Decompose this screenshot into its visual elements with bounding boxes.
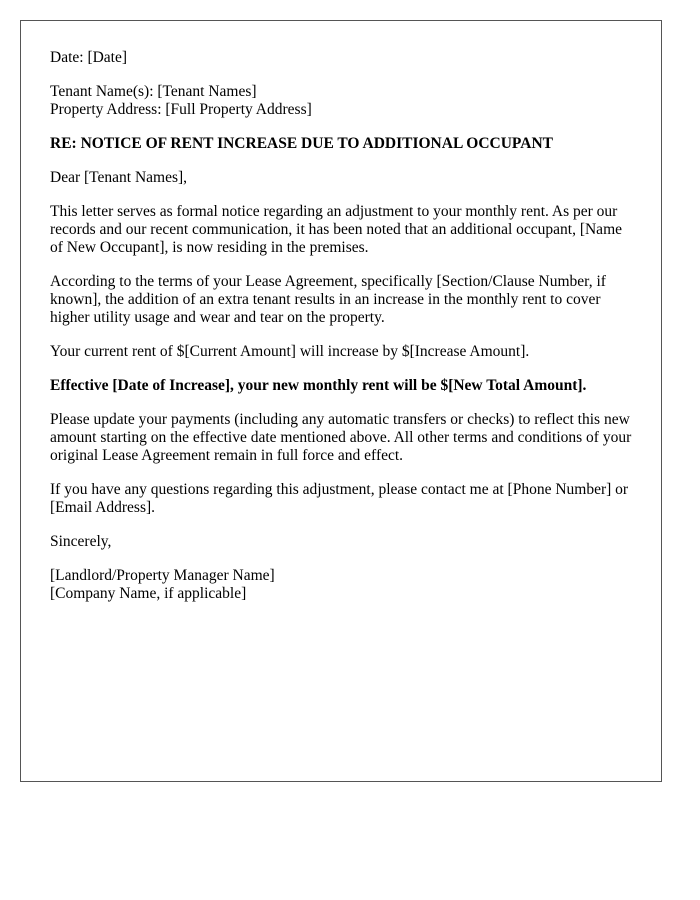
recipient-block [50, 83, 633, 119]
paragraph-notice: This letter serves as formal notice regarding an adjustment to your monthly rent. As per our records and our recent communication, it has been noted that an additional occupant, [Name of New Occupant], is now residing in the premises. [50, 203, 623, 256]
closing: Sincerely, [50, 533, 112, 550]
paragraph-current-rent: Your current rent of $[Current Amount] will increase by $[Increase Amount]. [50, 343, 530, 360]
date-line: Date: [Date] [50, 49, 128, 66]
tenant-names-line: Tenant Name(s): [Tenant Names] [50, 83, 257, 100]
salutation: Dear [Tenant Names], [50, 169, 188, 186]
property-address-line: Property Address: [Full Property Address] [50, 101, 312, 118]
paragraph-questions: If you have any questions regarding this adjustment, please contact me at [Phone Number] or [Email Address]. [50, 481, 629, 516]
signature-block [50, 567, 633, 603]
subject-line: RE: NOTICE OF RENT INCREASE DUE TO ADDITIONAL OCCUPANT [50, 135, 553, 152]
signer-name: [Landlord/Property Manager Name] [50, 567, 275, 584]
letter-page [20, 20, 662, 782]
paragraph-effective-date: Effective [Date of Increase], your new monthly rent will be $[New Total Amount]. [50, 377, 587, 394]
paragraph-lease-terms: According to the terms of your Lease Agreement, specifically [Section/Clause Number, if known], the addition of an extra tenant results in an increase in the monthly rent to cover higher utility usage and wear and tear on the property. [50, 273, 606, 326]
signer-company: [Company Name, if applicable] [50, 585, 247, 602]
paragraph-update-payments: Please update your payments (including any automatic transfers or checks) to reflect this new amount starting on the effective date mentioned above. All other terms and conditions of your original Lease Agreement remain in full force and effect. [50, 411, 632, 464]
